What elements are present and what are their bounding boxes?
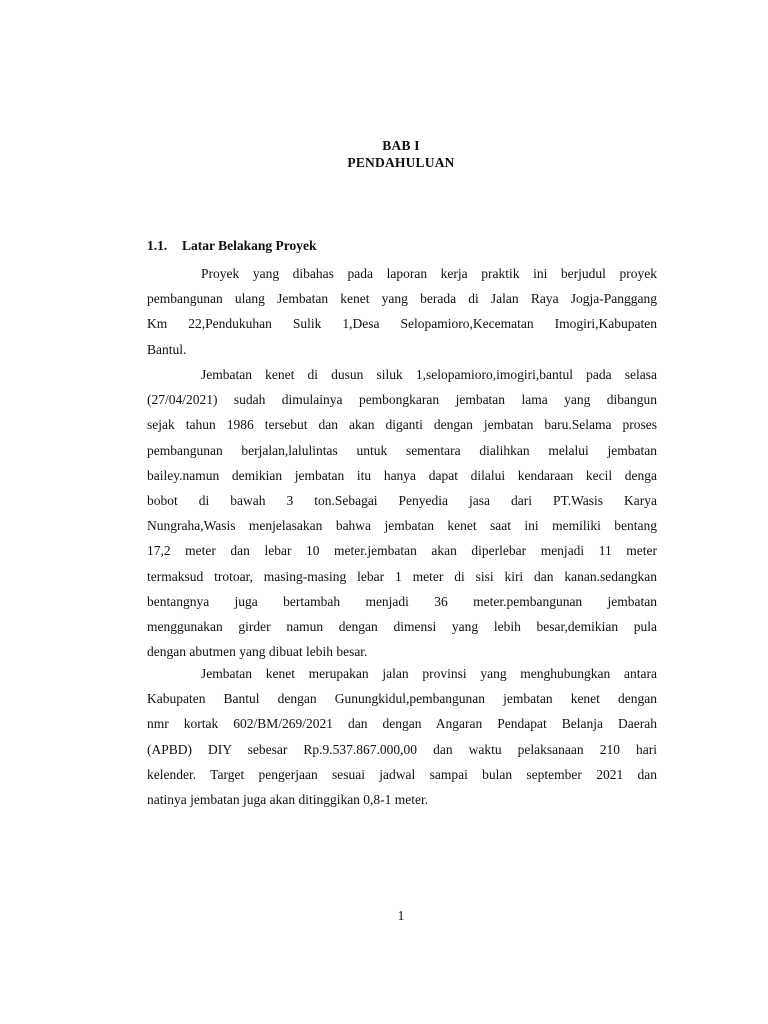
paragraph-line: (27/04/2021) sudah dimulainya pembongkaran jembatan lama yang dibangun xyxy=(147,392,657,408)
paragraph-provincial-road xyxy=(147,661,657,812)
section-number: 1.1. xyxy=(147,238,168,253)
paragraph-line: bailey.namun demikian jembatan itu hanya dapat dilalui kendaraan kecil denga xyxy=(147,467,657,483)
chapter-title: PENDAHULUAN xyxy=(347,155,455,170)
paragraph-line: pembangunan berjalan,lalulintas untuk sementara dialihkan melalui jembatan xyxy=(147,442,657,458)
paragraph-line: menggunakan girder namun dengan dimensi yang lebih besar,demikian pula xyxy=(147,618,657,634)
paragraph-line: Proyek yang dibahas pada laporan kerja praktik ini berjudul proyek xyxy=(201,266,657,281)
paragraph-line: termaksud trotoar, masing-masing lebar 1 meter di sisi kiri dan kanan.sedangkan xyxy=(147,568,657,584)
section-heading xyxy=(147,238,317,254)
paragraph-project-intro xyxy=(147,261,657,362)
paragraph-bridge-demolition xyxy=(147,362,657,664)
paragraph-line: bobot di bawah 3 ton.Sebagai Penyedia jasa dari PT.Wasis Karya xyxy=(147,492,657,508)
paragraph-line: nmr kortak 602/BM/269/2021 dan dengan Angaran Pendapat Belanja Daerah xyxy=(147,716,657,732)
paragraph-line: kelender. Target pengerjaan sesuai jadwal sampai bulan september 2021 dan xyxy=(147,766,657,782)
paragraph-line: pembangunan ulang Jembatan kenet yang berada di Jalan Raya Jogja-Panggang xyxy=(147,291,657,307)
paragraph-line: dengan abutmen yang dibuat lebih besar. xyxy=(147,644,368,660)
paragraph-line: Jembatan kenet di dusun siluk 1,selopamioro,imogiri,bantul pada selasa xyxy=(201,367,657,382)
paragraph-line: (APBD) DIY sebesar Rp.9.537.867.000,00 dan waktu pelaksanaan 210 hari xyxy=(147,741,657,757)
chapter-number: BAB I xyxy=(382,138,420,153)
paragraph-line: 17,2 meter dan lebar 10 meter.jembatan akan diperlebar menjadi 11 meter xyxy=(147,543,657,559)
paragraph-line: Km 22,Pendukuhan Sulik 1,Desa Selopamioro,Kecematan Imogiri,Kabupaten xyxy=(147,316,657,332)
page-number: 1 xyxy=(397,908,405,923)
paragraph-line: natinya jembatan juga akan ditinggikan 0,8-1 meter. xyxy=(147,791,429,807)
paragraph-line: Nungraha,Wasis menjelasakan bahwa jembatan kenet saat ini memiliki bentang xyxy=(147,518,657,534)
paragraph-line: Bantul. xyxy=(147,341,187,357)
paragraph-line: Kabupaten Bantul dengan Gunungkidul,pembangunan jembatan kenet dengan xyxy=(147,691,657,707)
paragraph-line: Jembatan kenet merupakan jalan provinsi yang menghubungkan antara xyxy=(201,666,657,681)
section-title: Latar Belakang Proyek xyxy=(182,238,317,253)
paragraph-line: bentangnya juga bertambah menjadi 36 meter.pembangunan jembatan xyxy=(147,593,657,609)
paragraph-line: sejak tahun 1986 tersebut dan akan diganti dengan jembatan baru.Selama proses xyxy=(147,417,657,433)
